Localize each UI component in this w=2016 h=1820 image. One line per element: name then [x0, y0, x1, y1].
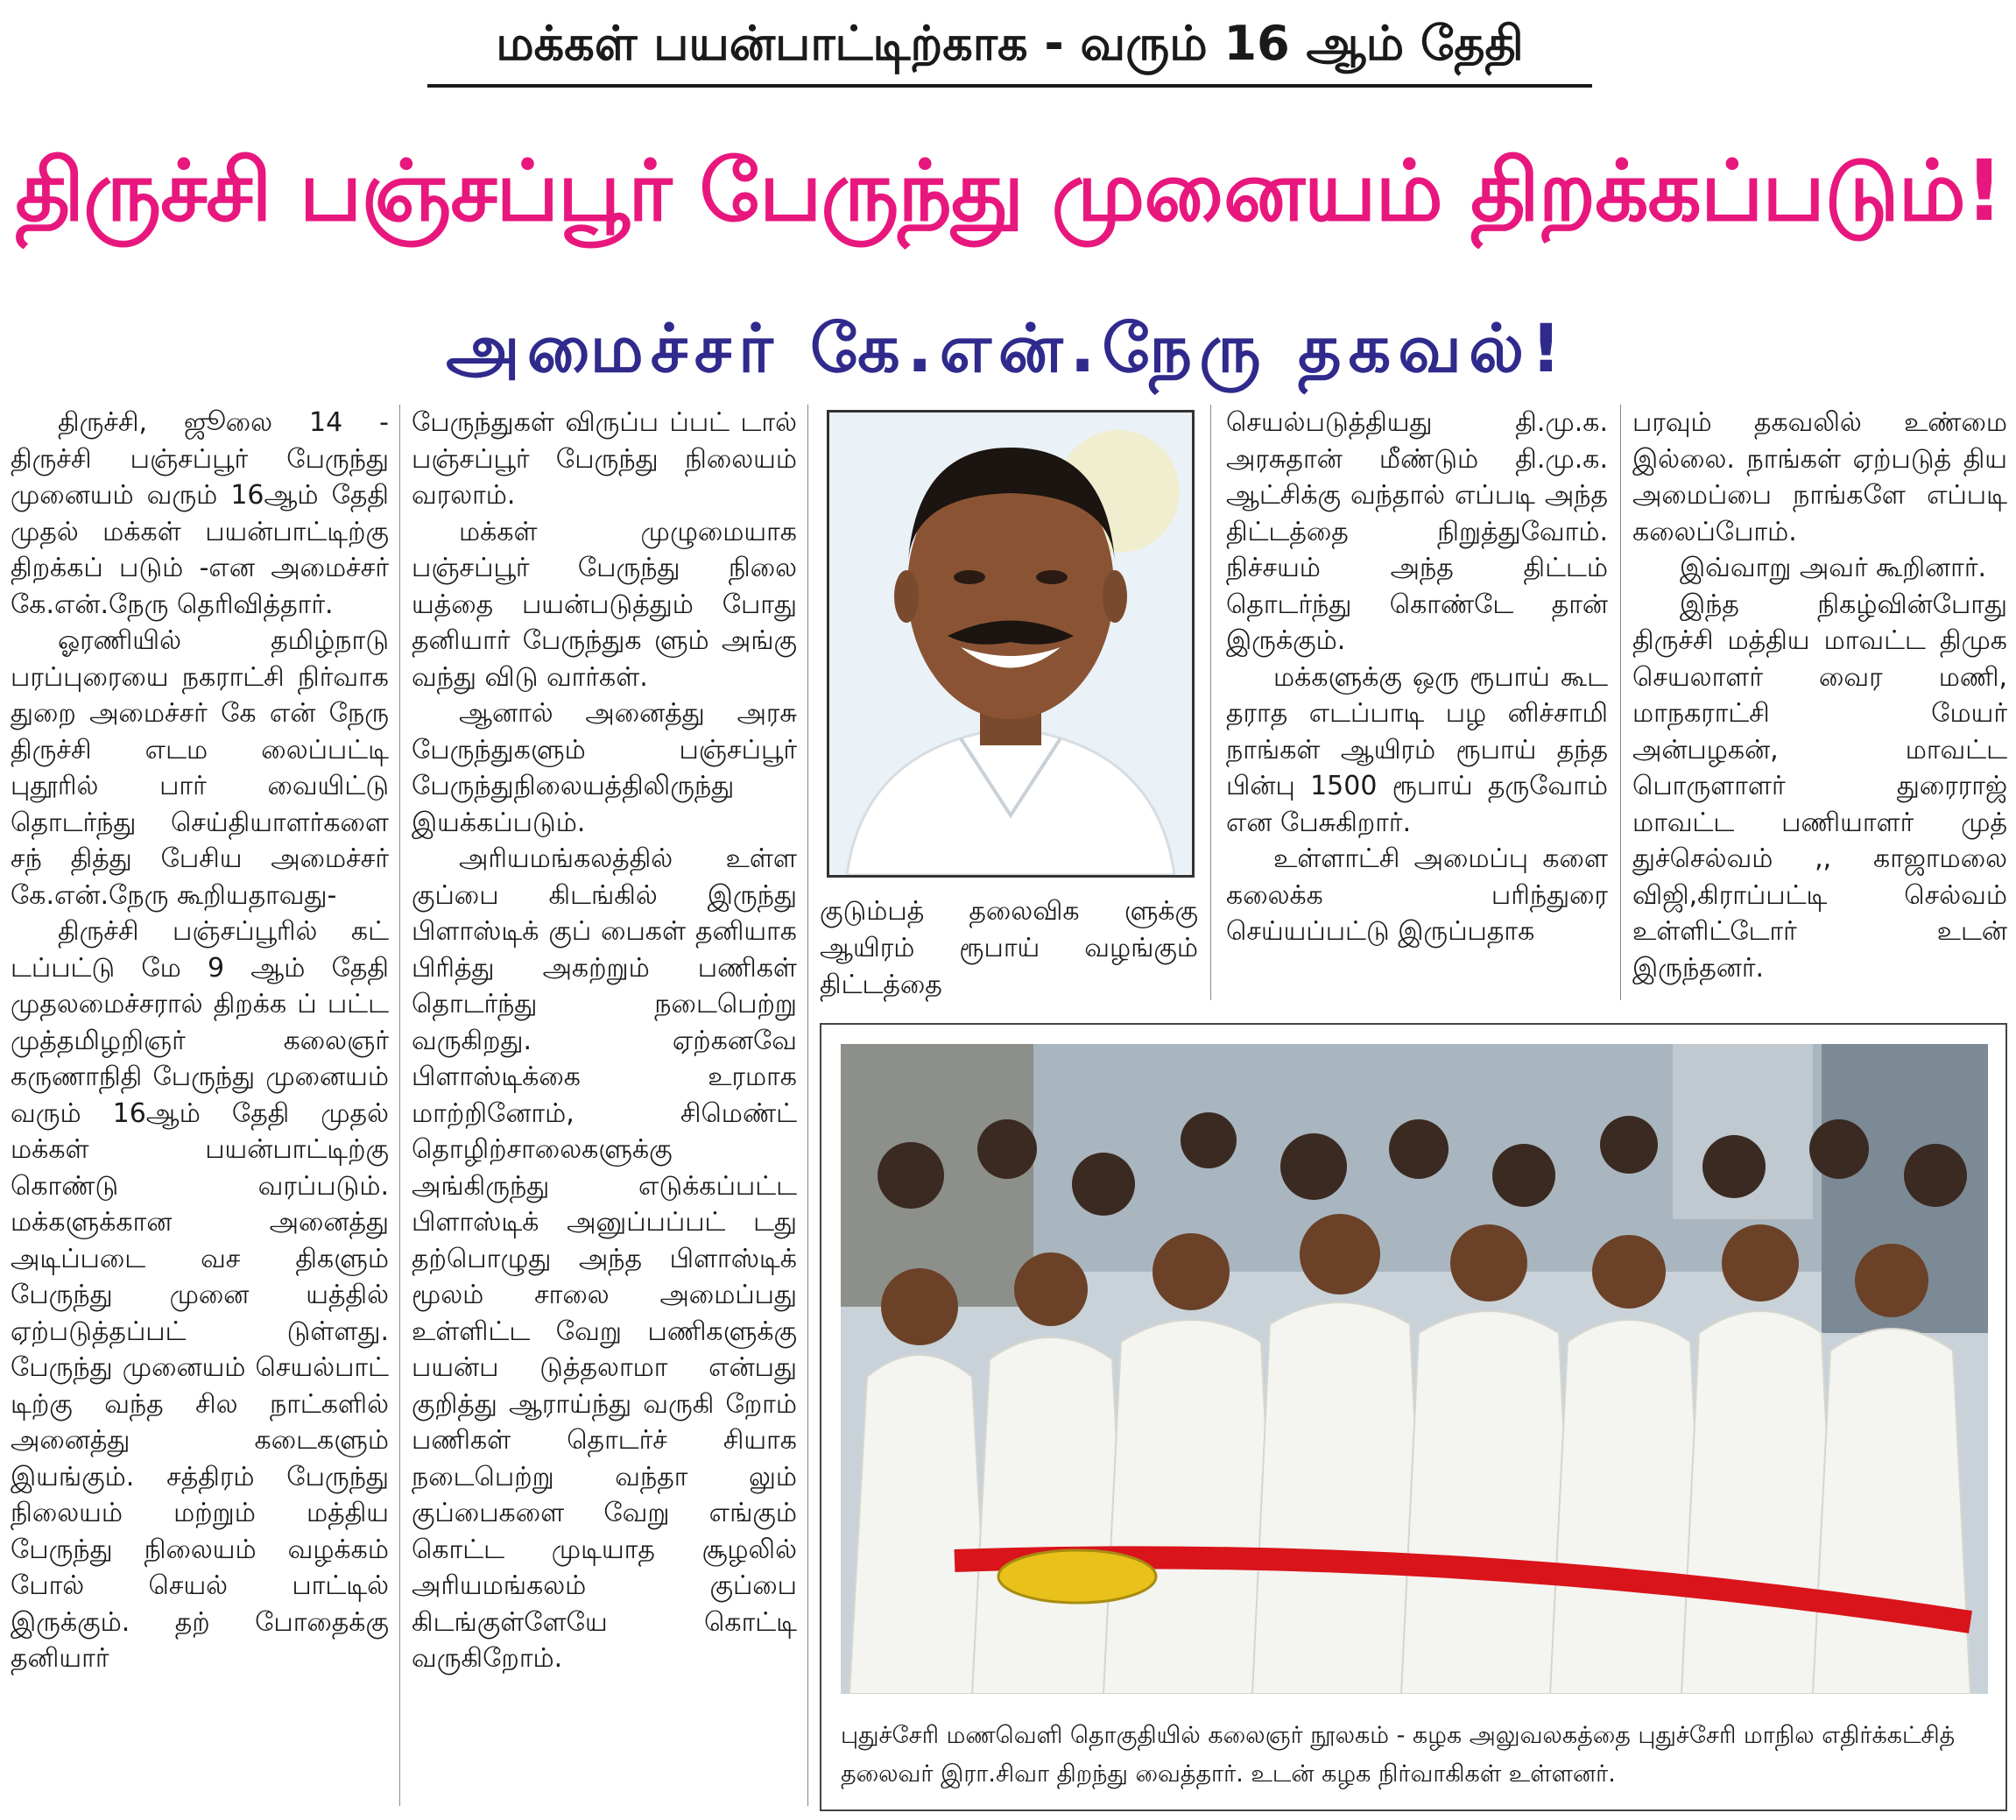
event-photo-box: [820, 1023, 2007, 1811]
paragraph: செயல்படுத்தியது தி.மு.க. அரசுதான் மீண்டும் தி.மு.க. ஆட்சிக்கு வந்தால் எப்படி அந்த திட்டத்தை நிறுத்துவோம். நிச்சயம் அந்த திட்டம் தொடர்ந்து கொண்டே தான் இருக்கும்.: [1226, 407, 1608, 656]
paragraph: திருச்சி, ஜூலை 14 - திருச்சி பஞ்சப்பூர் பேருந்து முனையம் வரும் 16ஆம் தேதி முதல் மக்கள் பயன்பாட்டிற்கு திறக்கப் படும் -என அமைச்சர் கே.என்.நேரு தெரிவித்தார்.: [11, 407, 389, 620]
column-divider: [807, 405, 808, 1806]
article-column-1: [11, 405, 389, 1806]
paragraph: இவ்வாறு அவர் கூறினார்.: [1680, 553, 1987, 583]
paragraph: மக்கள் முழுமையாக பஞ்சப்பூர் பேருந்து நிலை யத்தை பயன்படுத்தும் போது தனியார் பேருந்துக ளும் அங்கு வந்து விடு வார்கள்.: [412, 516, 797, 693]
headline: திருச்சி பஞ்சப்பூர் பேருந்து முனையம் திறக்கப்படும்!: [15, 142, 2003, 240]
paragraph: ஆனால் அனைத்து அரசு பேருந்துகளும் பஞ்சப்பூர் பேருந்துநிலையத்திலிருந்து இயக்கப்படும்.: [412, 698, 797, 838]
portrait-caption-text: குடும்பத் தலைவிக ளுக்கு ஆயிரம் ரூபாய் வழங்கும் திட்டத்தை: [820, 896, 1198, 1000]
paragraph: மக்களுக்கு ஒரு ரூபாய் கூட தராத எடப்பாடி பழ னிச்சாமி நாங்கள் ஆயிரம் ரூபாய் தந்த பின்பு 1500 ரூபாய் தருவோம் என பேசுகிறார்.: [1226, 661, 1608, 838]
paragraph: பேருந்துகள் விருப்ப ப்பட் டால் பஞ்சப்பூர் பேருந்து நிலையம் வரலாம்.: [412, 407, 797, 511]
paragraph: இந்த நிகழ்வின்போது திருச்சி மத்திய மாவட்ட திமுக செயலாளர் வைர மணி, மாநகராட்சி மேயர் அன்பழகன், மாவட்ட பொருளாளர் துரைராஜ் மாவட்ட பணியாளர் முத் துச்செல்வம் ,, காஜாமலை விஜி,கிராப்பட்டி செல்வம் உள்ளிட்டோர் உடன் இருந்தனர்.: [1632, 589, 2007, 984]
photo-caption: புதுச்சேரி மணவெளி தொகுதியில் கலைஞர் நூலகம் - கழக அலுவலகத்தை புதுச்சேரி மாநில எதிர்க்கட்சித் தலைவர் இரா.சிவா திறந்து வைத்தார். உடன் கழக நிர்வாகிகள் உள்ளனர்.: [841, 1722, 1956, 1788]
column-divider: [1210, 405, 1211, 1000]
article-column-3: [1226, 405, 1608, 1000]
subheadline: அமைச்சர் கே.என்.நேரு தகவல்!: [446, 309, 1568, 387]
paragraph: பரவும் தகவலில் உண்மை இல்லை. நாங்கள் ஏற்படுத் திய அமைப்பை நாங்களே எப்படி கலைப்போம்.: [1632, 407, 2007, 547]
paragraph: உள்ளாட்சி அமைப்பு களை கலைக்க பரிந்துரை செய்யப்பட்டு இருப்பதாக: [1226, 843, 1608, 947]
paragraph: திருச்சி பஞ்சப்பூரில் கட் டப்பட்டு மே 9 ஆம் தேதி முதலமைச்சரால் திறக்க ப் பட்ட முத்தமிழறிஞர் கலைஞர் கருணாநிதி பேருந்து முனையம் வரும் 16ஆம் தேதி முதல் மக்கள் பயன்பாட்டிற்கு கொண்டு வரப்படும். மக்களுக்கான அனைத்து அடிப்படை வச திகளும் பேருந்து முனை யத்தில் ஏற்படுத்தப்பட் டுள்ளது. பேருந்து முனையம் செயல்பாட் டிற்கு வந்த சில நாட்களில் அனைத்து கடைகளும் இயங்கும். சத்திரம் பேருந்து நிலையம் மற்றும் மத்திய பேருந்து நிலையம் வழக்கம் போல் செயல் பாட்டில் இருக்கும். தற் போதைக்கு தனியார்: [11, 916, 389, 1674]
column-divider: [399, 405, 400, 1806]
paragraph: ஓரணியில் தமிழ்நாடு பரப்புரையை நகராட்சி நிர்வாக துறை அமைச்சர் கே என் நேரு திருச்சி எடம லைப்பட்டி புதூரில் பார் வையிட்டு தொடர்ந்து செய்தியாளர்களை சந் தித்து பேசிய அமைச்சர் கே.என்.நேரு கூறியதாவது-: [11, 625, 389, 911]
portrait-photo: [827, 410, 1195, 878]
article-column-4: [1632, 405, 2007, 1000]
kicker-underline: [427, 84, 1592, 88]
kicker-line: மக்கள் பயன்பாட்டிற்காக - வரும் 16 ஆம் தேதி: [496, 16, 1524, 71]
ribbon-cutting-photo: [841, 1044, 1988, 1694]
article-column-2: [412, 405, 797, 1806]
column-divider: [1620, 405, 1621, 1000]
paragraph: அரியமங்கலத்தில் உள்ள குப்பை கிடங்கில் இருந்து பிளாஸ்டிக் குப் பைகள் தனியாக பிரித்து அகற்றும் பணிகள் தொடர்ந்து நடைபெற்று வருகிறது. ஏற்கனவே பிளாஸ்டிக்கை உரமாக மாற்றினோம், சிமெண்ட் தொழிற்சாலைகளுக்கு அங்கிருந்து எடுக்கப்பட்ட பிளாஸ்டிக் அனுப்பப்பட் டது தற்பொழுது அந்த பிளாஸ்டிக் மூலம் சாலை அமைப்பது உள்ளிட்ட வேறு பணிகளுக்கு பயன்ப டுத்தலாமா என்பது குறித்து ஆராய்ந்து வருகி றோம் பணிகள் தொடர்ச் சியாக நடைபெற்று வந்தா லும் குப்பைகளை வேறு எங்கும் கொட்ட முடியாத சூழலில் அரியமங்கலம் குப்பை கிடங்குள்ளேயே கொட்டி வருகிறோம்.: [412, 843, 797, 1674]
